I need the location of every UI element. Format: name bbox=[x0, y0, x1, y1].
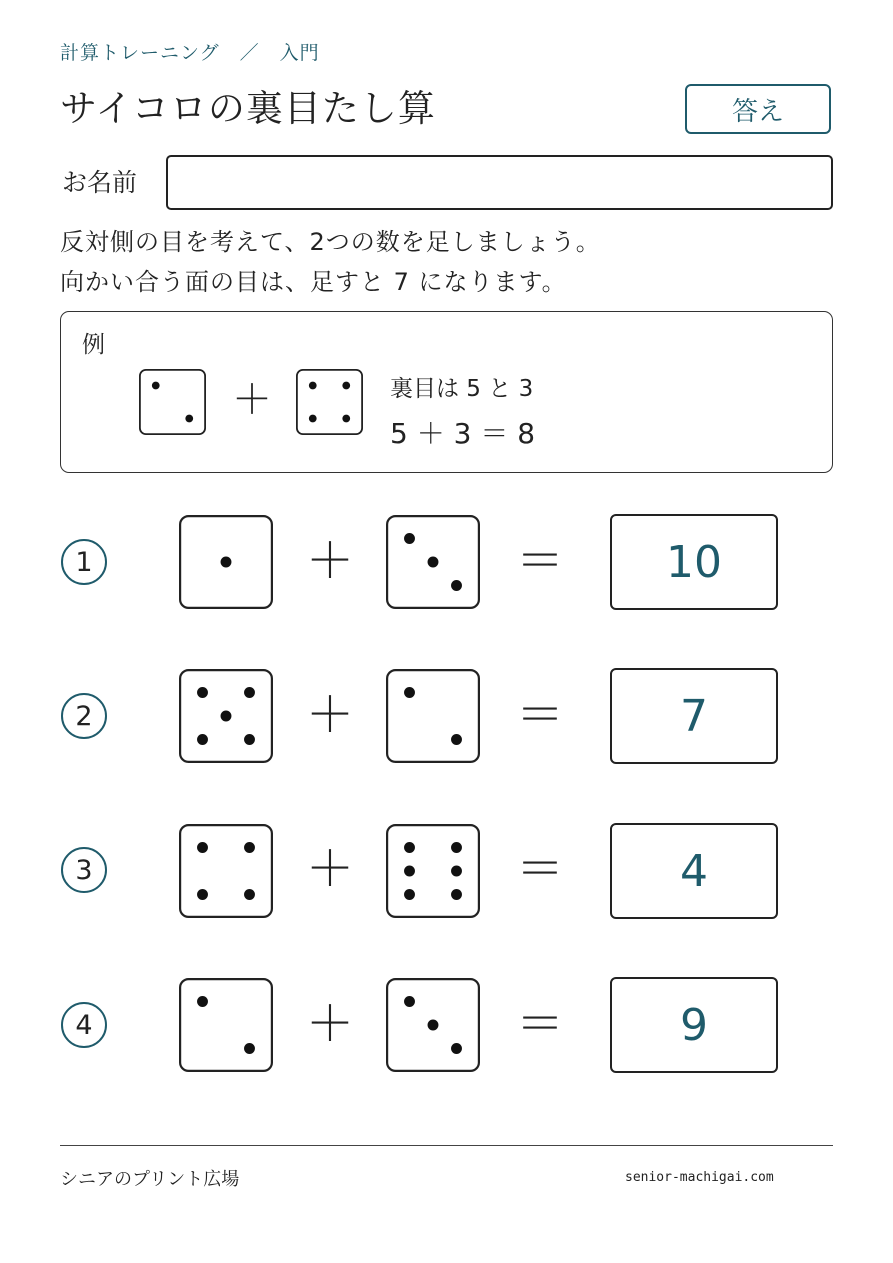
example-die-a bbox=[139, 369, 206, 435]
name-label: お名前 bbox=[62, 168, 138, 197]
plus-sign: ＋ bbox=[305, 841, 354, 897]
footer-site-name: シニアのプリント広場 bbox=[60, 1169, 240, 1190]
die-pip bbox=[197, 842, 208, 853]
example-plus: ＋ bbox=[232, 377, 272, 423]
die-face bbox=[180, 979, 272, 1071]
equals-sign: ＝ bbox=[515, 996, 564, 1052]
problem-number: 2 bbox=[61, 693, 107, 739]
die-right bbox=[386, 515, 480, 609]
die-pip bbox=[342, 382, 350, 390]
die-left bbox=[179, 669, 273, 763]
problem-number: 1 bbox=[61, 539, 107, 585]
die-pip bbox=[152, 382, 160, 390]
die-pip bbox=[197, 889, 208, 900]
example-reverse-text: 裏目は 5 と 3 bbox=[390, 376, 534, 402]
equals-sign: ＝ bbox=[515, 841, 564, 897]
die-face bbox=[297, 370, 362, 434]
die-left bbox=[179, 515, 273, 609]
footer-divider bbox=[60, 1145, 833, 1146]
plus-sign: ＋ bbox=[305, 996, 354, 1052]
answer-box[interactable]: 9 bbox=[610, 977, 778, 1073]
die-pip bbox=[221, 557, 232, 568]
die-left bbox=[179, 824, 273, 918]
die-pip bbox=[221, 711, 232, 722]
die-pip bbox=[309, 382, 317, 390]
die-pip bbox=[404, 866, 415, 877]
plus-sign: ＋ bbox=[305, 687, 354, 743]
die-pip bbox=[404, 996, 415, 1007]
die-pip bbox=[404, 842, 415, 853]
die-pip bbox=[244, 842, 255, 853]
die-pip bbox=[404, 889, 415, 900]
die-pip bbox=[451, 889, 462, 900]
answer-box[interactable]: 10 bbox=[610, 514, 778, 610]
die-pip bbox=[428, 557, 439, 568]
answer-box[interactable]: 4 bbox=[610, 823, 778, 919]
die-face bbox=[140, 370, 205, 434]
die-left bbox=[179, 978, 273, 1072]
die-pip bbox=[451, 734, 462, 745]
equals-sign: ＝ bbox=[515, 533, 564, 589]
answer-box[interactable]: 7 bbox=[610, 668, 778, 764]
die-pip bbox=[197, 996, 208, 1007]
die-right bbox=[386, 669, 480, 763]
page-title: サイコロの裏目たし算 bbox=[60, 87, 436, 130]
equals-sign: ＝ bbox=[515, 687, 564, 743]
die-pip bbox=[428, 1020, 439, 1031]
example-label: 例 bbox=[82, 332, 105, 358]
problem-number: 4 bbox=[61, 1002, 107, 1048]
instruction-line-1: 反対側の目を考えて、2つの数を足しましょう。 bbox=[60, 228, 601, 256]
die-pip bbox=[244, 687, 255, 698]
breadcrumb[interactable]: 計算トレーニング ／ 入門 bbox=[60, 42, 320, 64]
die-pip bbox=[451, 866, 462, 877]
example-die-b bbox=[296, 369, 363, 435]
die-pip bbox=[451, 1043, 462, 1054]
die-pip bbox=[185, 415, 193, 423]
die-pip bbox=[244, 1043, 255, 1054]
die-right bbox=[386, 978, 480, 1072]
die-pip bbox=[342, 415, 350, 423]
die-right bbox=[386, 824, 480, 918]
die-pip bbox=[244, 734, 255, 745]
die-pip bbox=[197, 687, 208, 698]
die-pip bbox=[244, 889, 255, 900]
die-face bbox=[387, 670, 479, 762]
die-pip bbox=[451, 580, 462, 591]
problem-number: 3 bbox=[61, 847, 107, 893]
instruction-line-2: 向かい合う面の目は、足すと 7 になります。 bbox=[60, 268, 567, 296]
die-pip bbox=[404, 533, 415, 544]
die-face bbox=[387, 825, 479, 917]
die-pip bbox=[197, 734, 208, 745]
name-field[interactable] bbox=[166, 155, 833, 210]
answer-button[interactable]: 答え bbox=[685, 84, 831, 134]
example-equation: 5 ＋ 3 ＝ 8 bbox=[390, 417, 536, 450]
die-face bbox=[180, 825, 272, 917]
plus-sign: ＋ bbox=[305, 533, 354, 589]
die-pip bbox=[309, 415, 317, 423]
footer-url[interactable]: senior-machigai.com bbox=[625, 1170, 774, 1185]
die-pip bbox=[451, 842, 462, 853]
die-pip bbox=[404, 687, 415, 698]
